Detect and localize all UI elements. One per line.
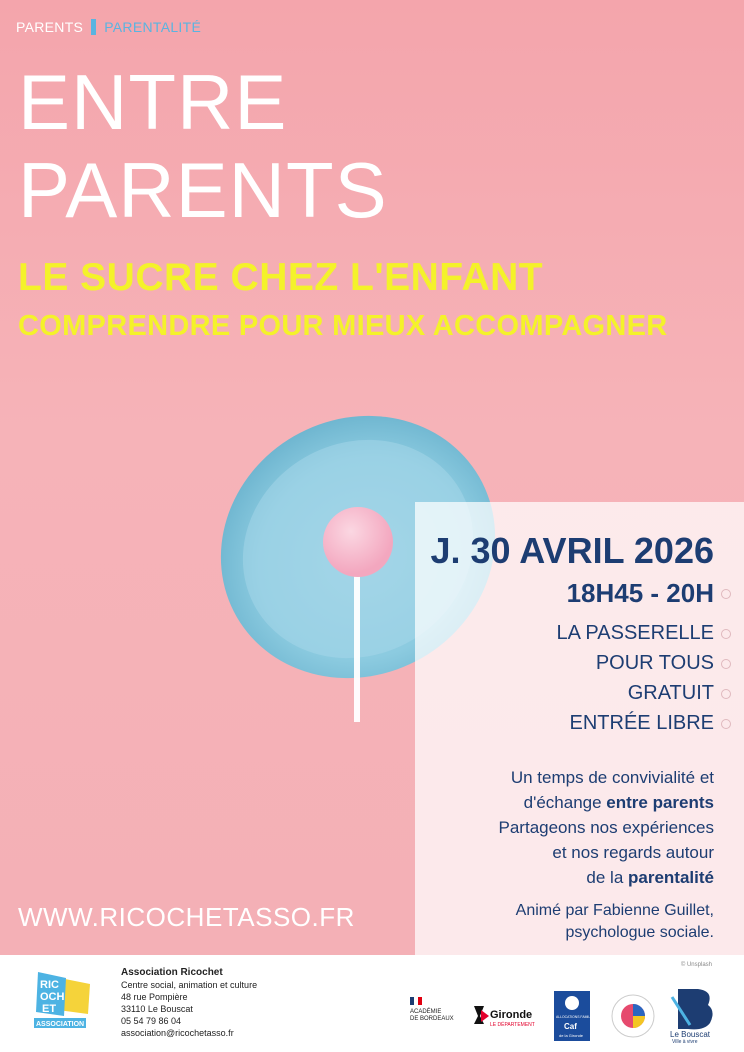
people-icon	[721, 659, 731, 669]
subtitle-secondary: COMPRENDRE POUR MIEUX ACCOMPAGNER	[18, 310, 668, 342]
le-bouscat-logo	[668, 985, 720, 1043]
website-link[interactable]: WWW.RICOCHETASSO.FR	[18, 902, 355, 932]
svg-text:DE BORDEAUX: DE BORDEAUX	[410, 1016, 454, 1022]
svg-text:Caf: Caf	[564, 1022, 577, 1031]
door-icon	[721, 719, 731, 729]
photo-credit: © Unsplash	[680, 962, 712, 968]
location-icon	[721, 629, 731, 639]
ricochet-logo	[30, 970, 106, 1036]
partner-round-logo	[610, 993, 656, 1039]
svg-text:RIC: RIC	[40, 979, 59, 991]
svg-text:de la Gironde: de la Gironde	[559, 1033, 584, 1038]
breadcrumb-parentalite[interactable]: PARENTALITÉ	[104, 19, 202, 35]
svg-text:ET: ET	[42, 1003, 57, 1015]
association-info: Association Ricochet Centre social, animation et culture 48 rue Pompière 33110 Le Bouscat 05 54 79 86 04 association@ricochetasso.fr	[121, 967, 258, 1038]
title-line-1: ENTRE	[18, 58, 288, 146]
svg-text:ASSOCIATION: ASSOCIATION	[36, 1021, 85, 1028]
svg-text:OCH: OCH	[40, 991, 65, 1003]
subtitle-main: LE SUCRE CHEZ L'ENFANT	[18, 256, 544, 299]
caf-logo	[554, 991, 600, 1041]
footer	[0, 955, 744, 1052]
svg-text:ACADÉMIE: ACADÉMIE	[410, 1009, 442, 1015]
svg-text:Ville à vivre: Ville à vivre	[672, 1039, 698, 1045]
svg-text:Gironde: Gironde	[490, 1009, 533, 1021]
event-time: 18H45 - 20H	[566, 578, 714, 608]
breadcrumb-separator	[91, 19, 96, 35]
animator-credit: Animé par Fabienne Guillet, psychologue sociale.	[515, 902, 714, 941]
breadcrumb-parents[interactable]: PARENTS	[16, 19, 84, 35]
gironde-logo	[472, 1002, 542, 1030]
title-line-2: PARENTS	[18, 146, 388, 234]
svg-text:ALLOCATIONS FAMILIALES: ALLOCATIONS FAMILIALES	[556, 1015, 600, 1019]
coin-icon	[721, 689, 731, 699]
svg-text:Le Bouscat: Le Bouscat	[670, 1030, 711, 1039]
clock-icon	[721, 589, 731, 599]
event-price: GRATUIT	[627, 682, 714, 704]
page-title	[18, 58, 388, 234]
event-place: LA PASSERELLE	[556, 622, 714, 644]
event-date: J. 30 AVRIL 2026	[430, 530, 714, 571]
academie-bordeaux-logo	[408, 995, 464, 1035]
association-email[interactable]: association@ricochetasso.fr	[121, 1028, 234, 1038]
event-description: Un temps de convivialité et d'échange entre parents Partageons nos expériences et nos regards autour de la parentalité	[498, 768, 714, 887]
event-audience: POUR TOUS	[595, 652, 714, 674]
breadcrumb	[16, 19, 201, 35]
event-entry: ENTRÉE LIBRE	[569, 712, 714, 734]
svg-text:LE DÉPARTEMENT: LE DÉPARTEMENT	[490, 1022, 535, 1028]
